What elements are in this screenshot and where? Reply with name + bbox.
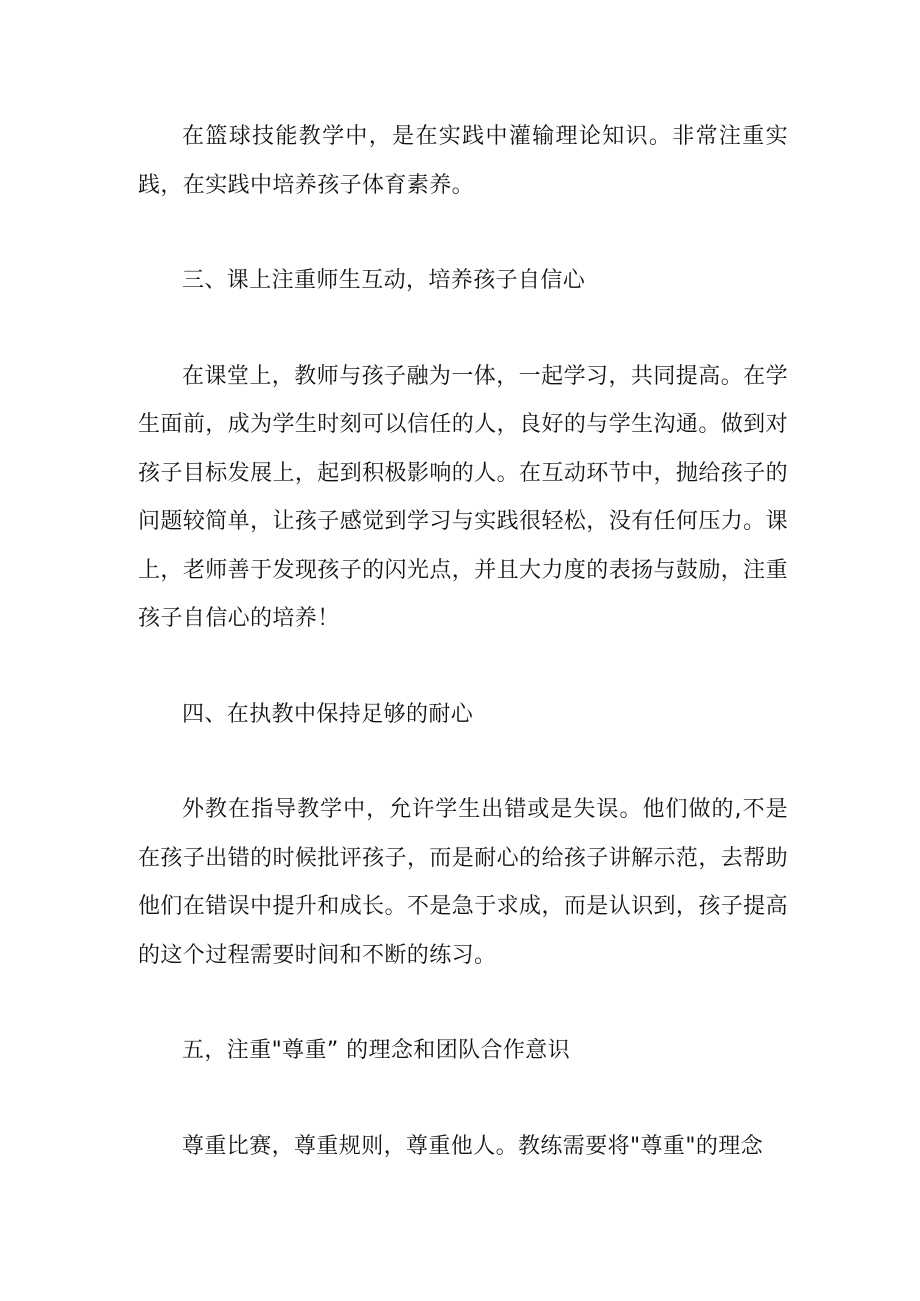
- paragraph-basketball-practice: 在篮球技能教学中，是在实践中灌输理论知识。非常注重实践，在实践中培养孩子体育素养。: [138, 124, 788, 198]
- section-heading-3: 三、课上注重师生互动，培养孩子自信心: [182, 268, 586, 293]
- spacer: [138, 644, 788, 691]
- spacer: [138, 980, 788, 1027]
- paragraph-respect: 尊重比赛，尊重规则，尊重他人。教练需要将"尊重"的理念: [182, 1133, 764, 1159]
- spacer: [138, 1076, 788, 1123]
- spacer: [138, 210, 788, 257]
- spacer: [138, 739, 788, 786]
- paragraph-patience: 外教在指导教学中，允许学生出错或是失误。他们做的,不是在孩子出错的时候批评孩子，而是耐心的给孩子讲解示范，去帮助他们在错误中提升和成长。不是急于求成，而是认识到，孩子提高的这个过程需要时间和不断的练习。: [138, 797, 788, 968]
- section-heading-5: 五，注重"尊重” 的理念和团队合作意识: [182, 1038, 571, 1063]
- document-page: [138, 113, 788, 1171]
- section-heading-4: 四、在执教中保持足够的耐心: [182, 701, 474, 727]
- paragraph-classroom-interaction: 在课堂上，教师与孩子融为一体，一起学习，共同提高。在学生面前，成为学生时刻可以信任的人，良好的与学生沟通。做到对孩子目标发展上，起到积极影响的人。在互动环节中，抛给孩子的问题较简单，让孩子感觉到学习与实践很轻松，没有任何压力。课上，老师善于发现孩子的闪光点，并且大力度的表扬与鼓励，注重孩子自信心的培养！: [138, 363, 788, 631]
- spacer: [138, 306, 788, 353]
